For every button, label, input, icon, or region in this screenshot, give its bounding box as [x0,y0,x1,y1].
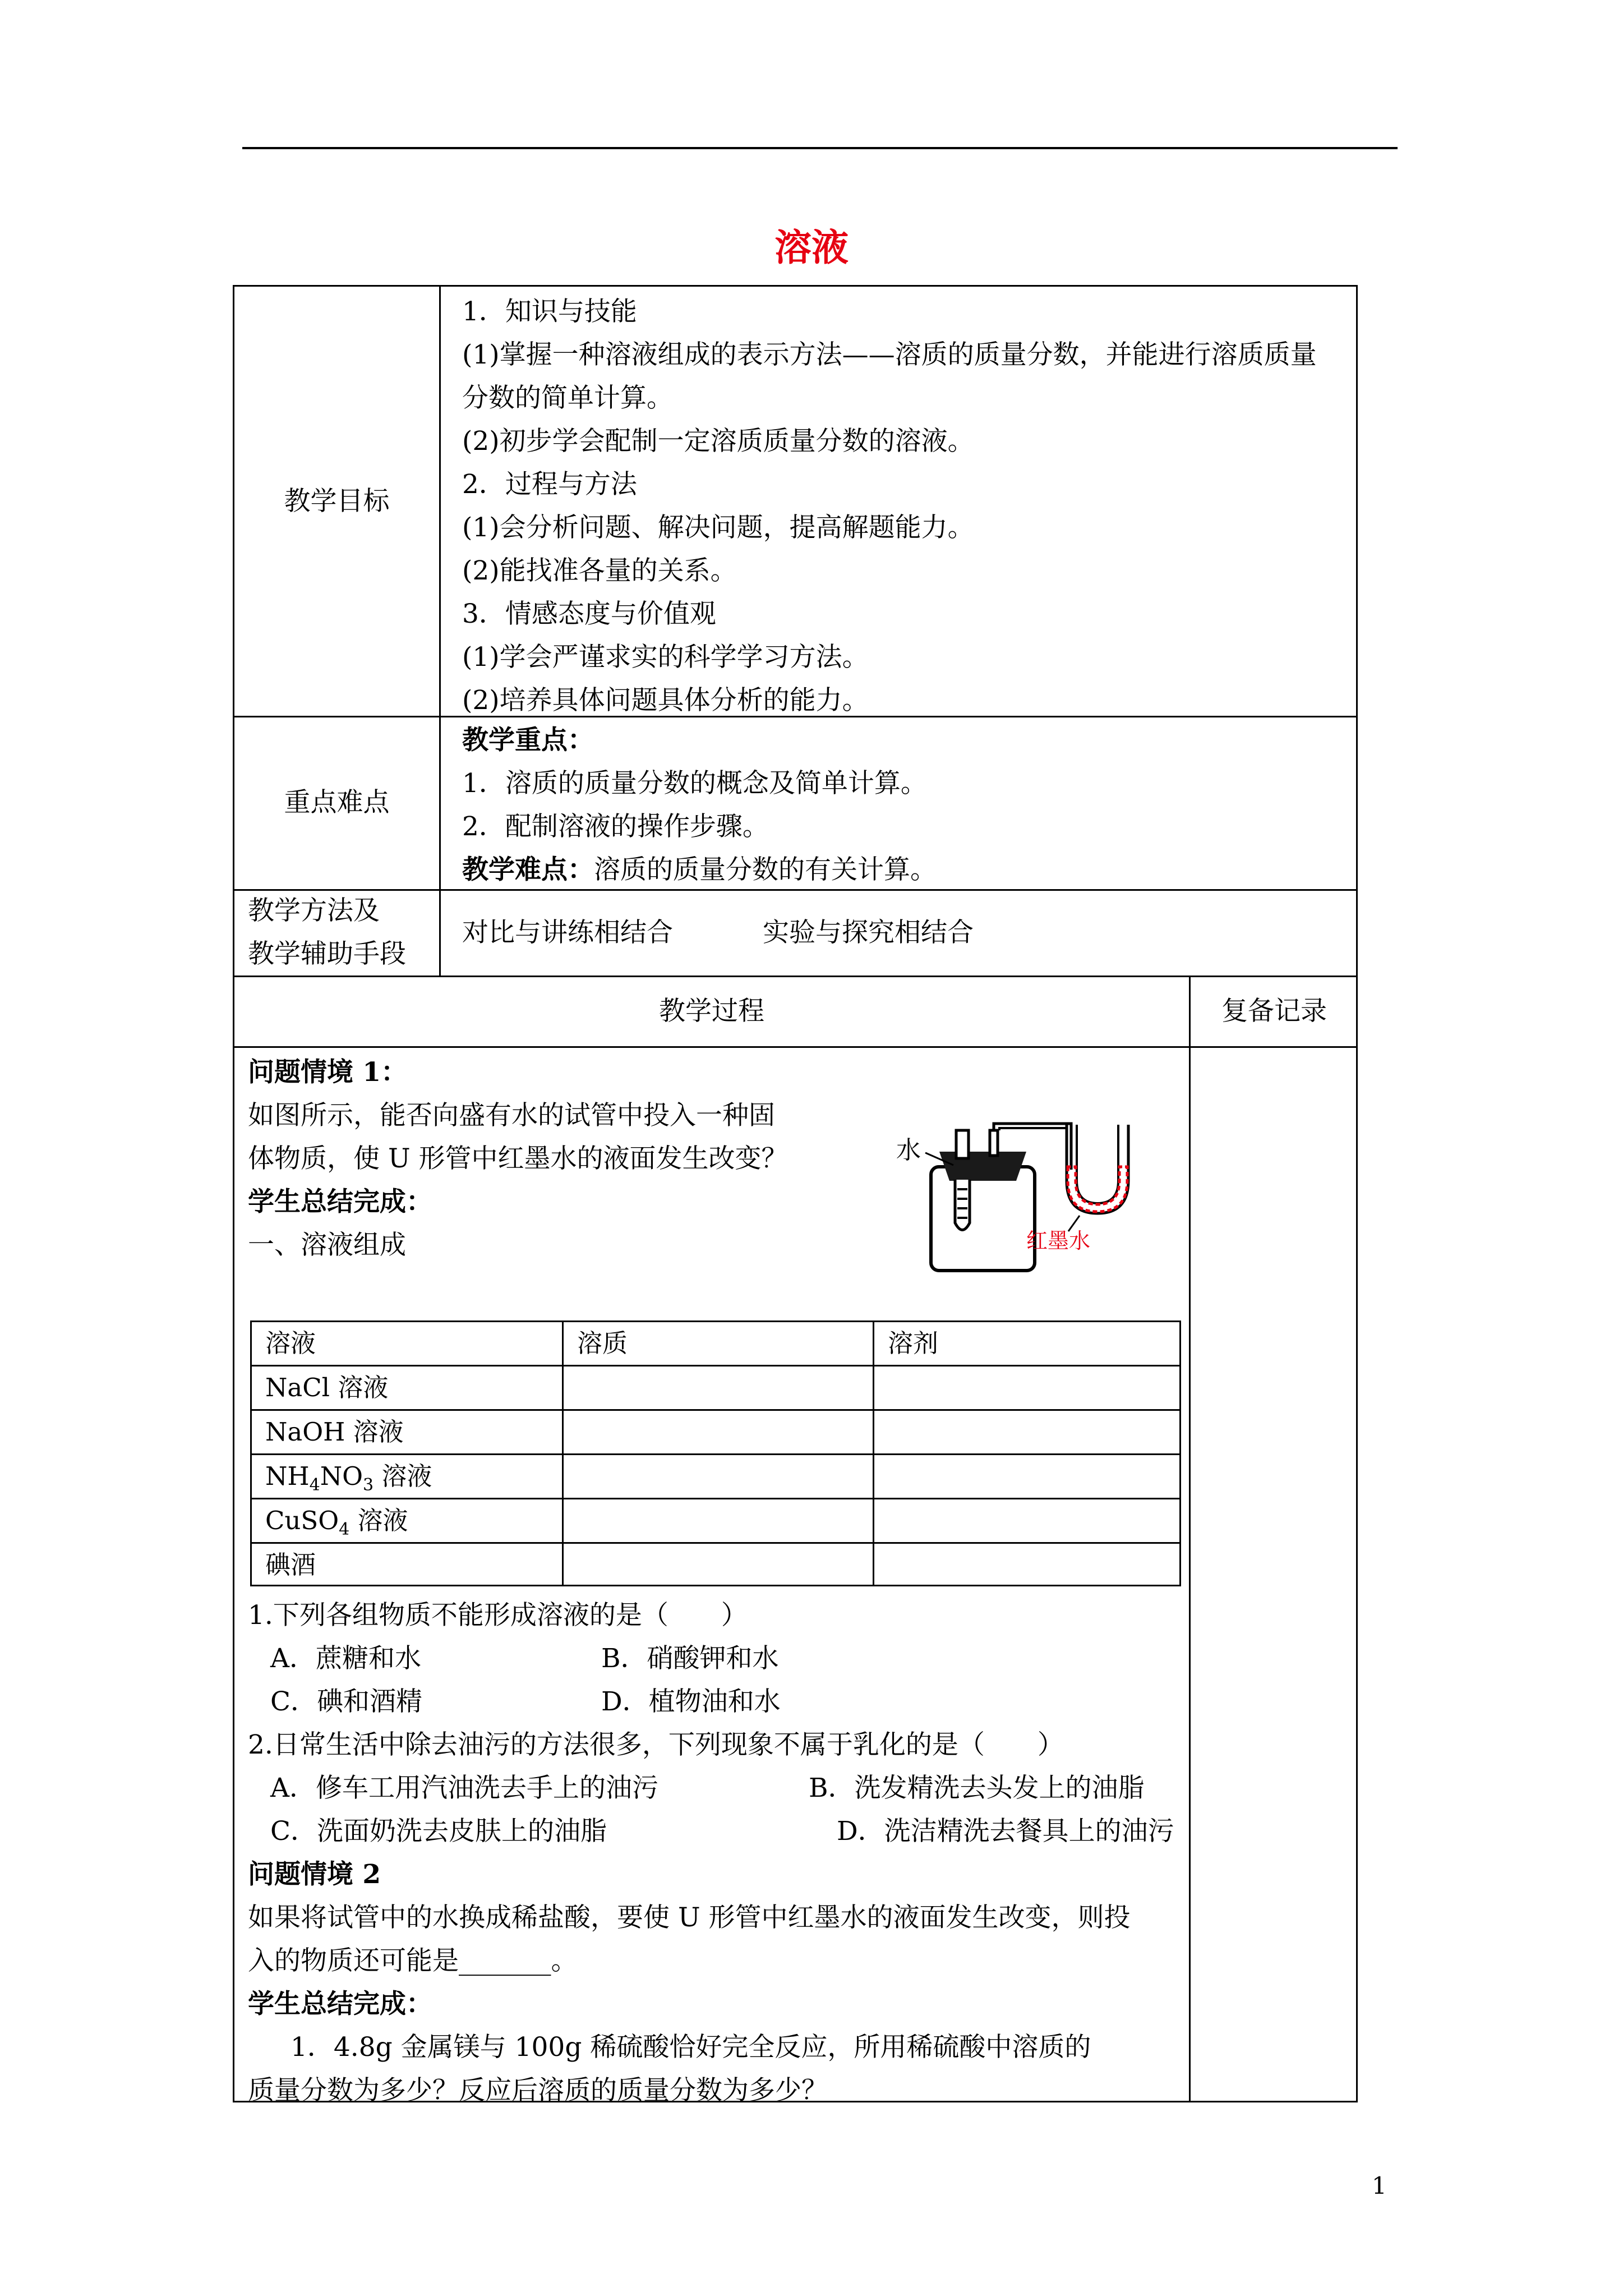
test-tube-neck [956,1130,969,1158]
ink-label: 红墨水 [1026,1228,1091,1253]
flask-body [931,1167,1035,1271]
connector-tube [990,1130,998,1156]
table-row: CuSO$_4$ 溶液 [265,1506,408,1539]
process-header: 教学过程 [659,995,764,1027]
u-tube-apparatus-figure [886,1069,1150,1276]
scenario1-block: 问题情境 1： 如图所示，能否向盛有水的试管中投入一种固 体物质，使 U 形管中红墨水的液面发生改变？ 学生总结完成： 一、溶液组成 [248,1057,788,1260]
page-number: 1 [1372,2172,1387,2200]
page-title: 溶液 [774,226,849,269]
key-points-content: 教学重点： 1．溶质的质量分数的概念及简单计算。 2．配制溶液的操作步骤。 教学难点：溶质的质量分数的有关计算。 [462,725,937,885]
methods-label: 教学方法及 教学辅助手段 [248,895,406,969]
objectives-label: 教学目标 [284,486,390,517]
questions-block: 1.下列各组物质不能形成溶液的是（ ） A．蔗糖和水 B．硝酸钾和水 C．碘和酒精 D．植物油和水 2.日常生活中除去油污的方法很多，下列现象不属于乳化的是（ ） A．修车工用汽油洗去手上的油污 B．洗发精洗去头发上的油脂 C．洗面奶洗去皮肤上的油脂 D．洗洁精洗去餐具上的油污 问题情境 2 如果将试管中的水换成稀盐酸，要使 U 形管中红墨水的液面发生改变，则投 入的物质还可能是_______。 学生总结完成： 1．4.8g 金属镁与 100g 稀硫酸恰好完全反应，所用稀硫酸中溶质的 质量分数为多少？反应后溶质的质量分数为多少？ [248,1600,1174,2106]
table-row: NaCl 溶液 [265,1373,389,1402]
key-points-label: 重点难点 [284,787,390,818]
table-row: 碘酒 [265,1550,316,1580]
u-tube-inner [1077,1125,1118,1203]
solution-table [250,1320,1181,1586]
stopper [939,1152,1026,1181]
lesson-plan-table [233,285,1358,2106]
table-row: NaOH 溶液 [265,1417,404,1447]
methods-content: 对比与讲练相结合 实验与探究相结合 [462,917,974,948]
table-row: $NH_4NO_3$ 溶液 [265,1461,432,1495]
header-rule [242,147,1398,149]
test-tube [955,1180,970,1230]
objectives-content: 1．知识与技能 (1)掌握一种溶液组成的表示方法——溶质的质量分数，并能进行溶质质量分数的简单计算。 (2)初步学会配制一定溶质质量分数的溶液。 2．过程与方法 (1)会分析问题、解决问题，提高解题能力。 (2)能找准各量的关系。 3．情感态度与价值观 (1)学会严谨求实的科学学习方法。 (2)培养具体问题具体分析的能力。 [462,296,1317,716]
notes-header: 复备记录 [1221,995,1327,1027]
red-ink [1068,1167,1127,1212]
water-label: 水 [896,1136,921,1165]
table-header-row: 溶液 溶质 溶剂 [265,1328,939,1358]
